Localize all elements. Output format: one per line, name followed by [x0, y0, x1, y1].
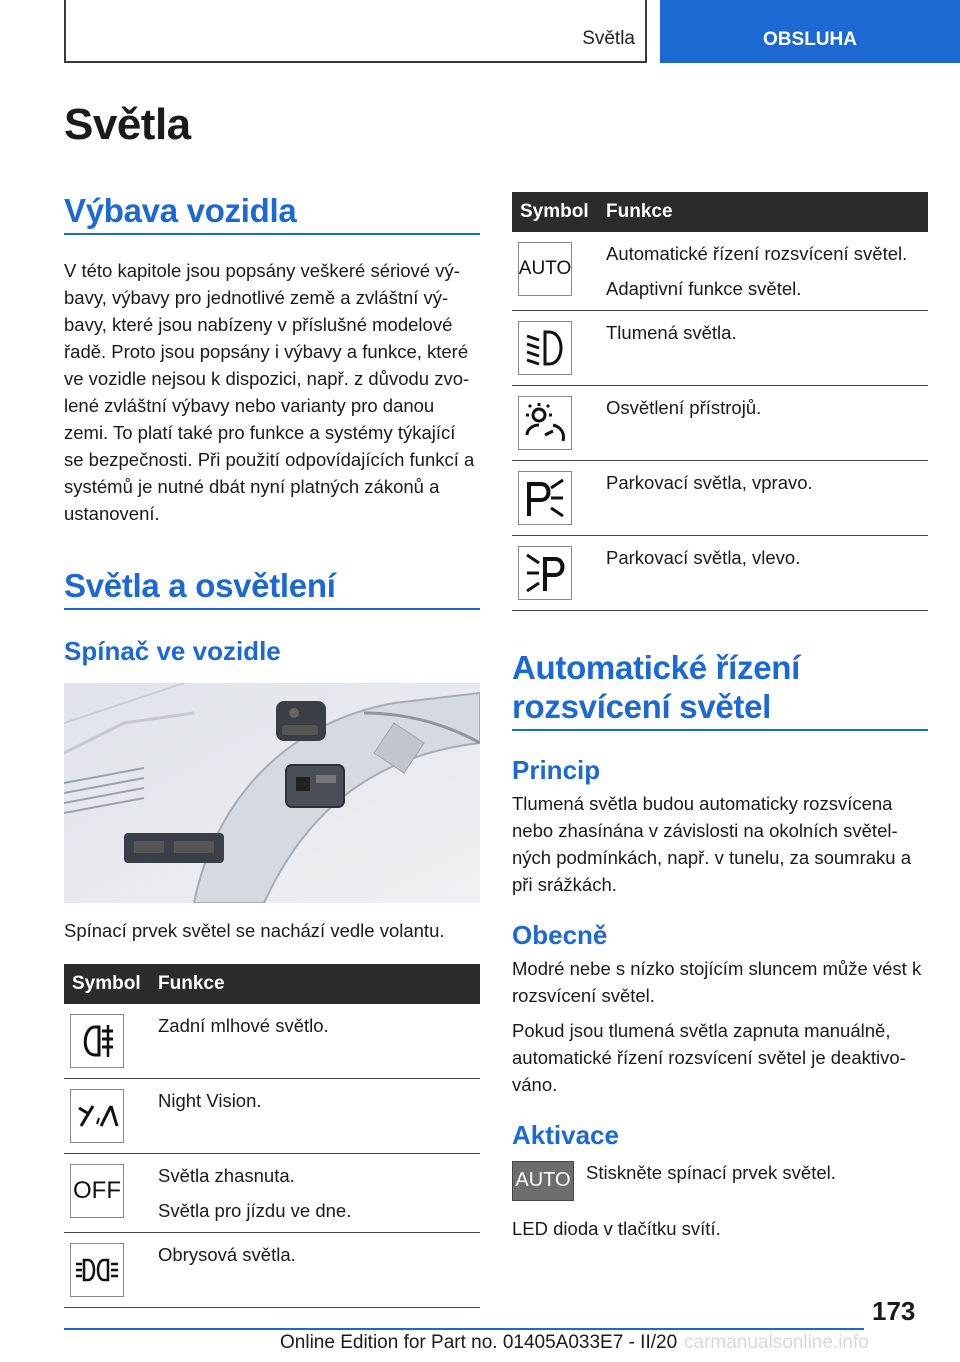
- function-text: Parkovací světla, vpravo.: [606, 472, 813, 493]
- function-text: Automatické řízení rozsvícení světel.: [606, 243, 908, 264]
- auto-icon: AUTO: [518, 242, 572, 296]
- table-row: [64, 1154, 480, 1233]
- function-text: Světla pro jízdu ve dne.: [158, 1200, 352, 1222]
- general-body-2: Pokud jsou tlumená světla zapnuta manuálně, automatické řízení rozsvícení světel je deaktivo‐váno.: [512, 1019, 906, 1095]
- general-heading: Obecně: [512, 919, 608, 950]
- col-function: Funkce: [606, 192, 928, 232]
- auto-button-icon: AUTO: [512, 1161, 574, 1201]
- rear-fog-light-icon: [70, 1014, 124, 1068]
- side-lights-icon: [70, 1243, 124, 1297]
- function-text: Parkovací světla, vlevo.: [606, 547, 801, 568]
- table-row: [512, 536, 928, 611]
- left-symbol-table: [64, 964, 480, 1309]
- table-row: [512, 386, 928, 461]
- activation-heading: Aktivace: [512, 1119, 619, 1150]
- page-number: 173: [872, 1296, 916, 1326]
- off-icon: OFF: [70, 1164, 124, 1218]
- parking-light-right-icon: [518, 471, 572, 525]
- table-row: [512, 311, 928, 386]
- right-symbol-table: [512, 192, 928, 611]
- footer-rule: [64, 1328, 864, 1330]
- col-function: Funkce: [158, 964, 480, 1004]
- night-vision-icon: [70, 1089, 124, 1143]
- instrument-lighting-icon: [518, 396, 572, 450]
- function-text: Night Vision.: [158, 1090, 262, 1112]
- function-text: Tlumená světla.: [606, 322, 737, 343]
- function-text: Obrysová světla.: [158, 1244, 296, 1266]
- activation-block: [512, 1159, 928, 1201]
- table-row: [64, 1233, 480, 1308]
- table-row: [64, 1079, 480, 1154]
- light-switch-photo: [64, 683, 480, 903]
- photo-caption: Spínací prvek světel se nachází vedle volantu.: [64, 919, 445, 941]
- auto-control-heading: Automatické řízení rozsvícení světel: [512, 649, 928, 731]
- col-symbol: Symbol: [64, 964, 158, 1004]
- lights-heading: Světla a osvětlení: [64, 567, 480, 610]
- right-column: [512, 192, 928, 1242]
- header-section-title: Světla: [582, 28, 635, 49]
- activation-instruction: Stiskněte spínací prvek světel.: [586, 1161, 836, 1183]
- function-text: Osvětlení přístrojů.: [606, 397, 762, 418]
- table-row: [512, 461, 928, 536]
- table-row: [512, 232, 928, 311]
- activation-note: LED dioda v tlačítku svítí.: [512, 1217, 721, 1239]
- principle-heading: Princip: [512, 754, 601, 785]
- principle-body: Tlumená světla budou automaticky rozsvícena nebo zhasínána v závislosti na okolních světel‐ných podmínkách, např. v tunelu, za soumraku a při srážkách.: [512, 792, 911, 895]
- switch-heading: Spínač ve vozidle: [64, 635, 281, 666]
- footer-watermark: carmanualsonline.info: [684, 1332, 869, 1353]
- equipment-body: V této kapitole jsou popsány veškeré sériové vý‐bavy, výbavy pro jednotlivé země a zvláštní vý‐bavy, které jsou nabízeny v příslušné modelové řadě. Proto jsou popsány i výbavy a funkce, které ve vozidle nejsou k dispozici, např. z důvodu zvo‐lené zvláštní výbavy nebo varianty pro danou zemi. To platí také pro funkce a systémy týkající se bezpečnosti. Při použití odpovídajících funkcí a systémů je nutné dbát nyní platných zákonů a ustanovení.: [64, 259, 475, 524]
- parking-light-left-icon: [518, 546, 572, 600]
- header-chapter-tab: OBSLUHA: [660, 0, 960, 63]
- low-beam-icon: [518, 321, 572, 375]
- left-column: [64, 192, 480, 1308]
- function-text: Zadní mlhové světlo.: [158, 1014, 329, 1036]
- col-symbol: Symbol: [512, 192, 606, 232]
- table-row: [64, 1004, 480, 1079]
- header-section-box: [64, 0, 647, 63]
- equipment-heading: Výbava vozidla: [64, 192, 480, 235]
- function-text: Světla zhasnuta.: [158, 1165, 295, 1187]
- page-title: Světla: [64, 100, 191, 149]
- footer-edition: Online Edition for Part no. 01405A033E7 - II/20: [280, 1332, 678, 1353]
- general-body-1: Modré nebe s nízko stojícím sluncem může vést k rozsvícení světel.: [512, 957, 922, 1006]
- function-text: Adaptivní funkce světel.: [606, 278, 802, 299]
